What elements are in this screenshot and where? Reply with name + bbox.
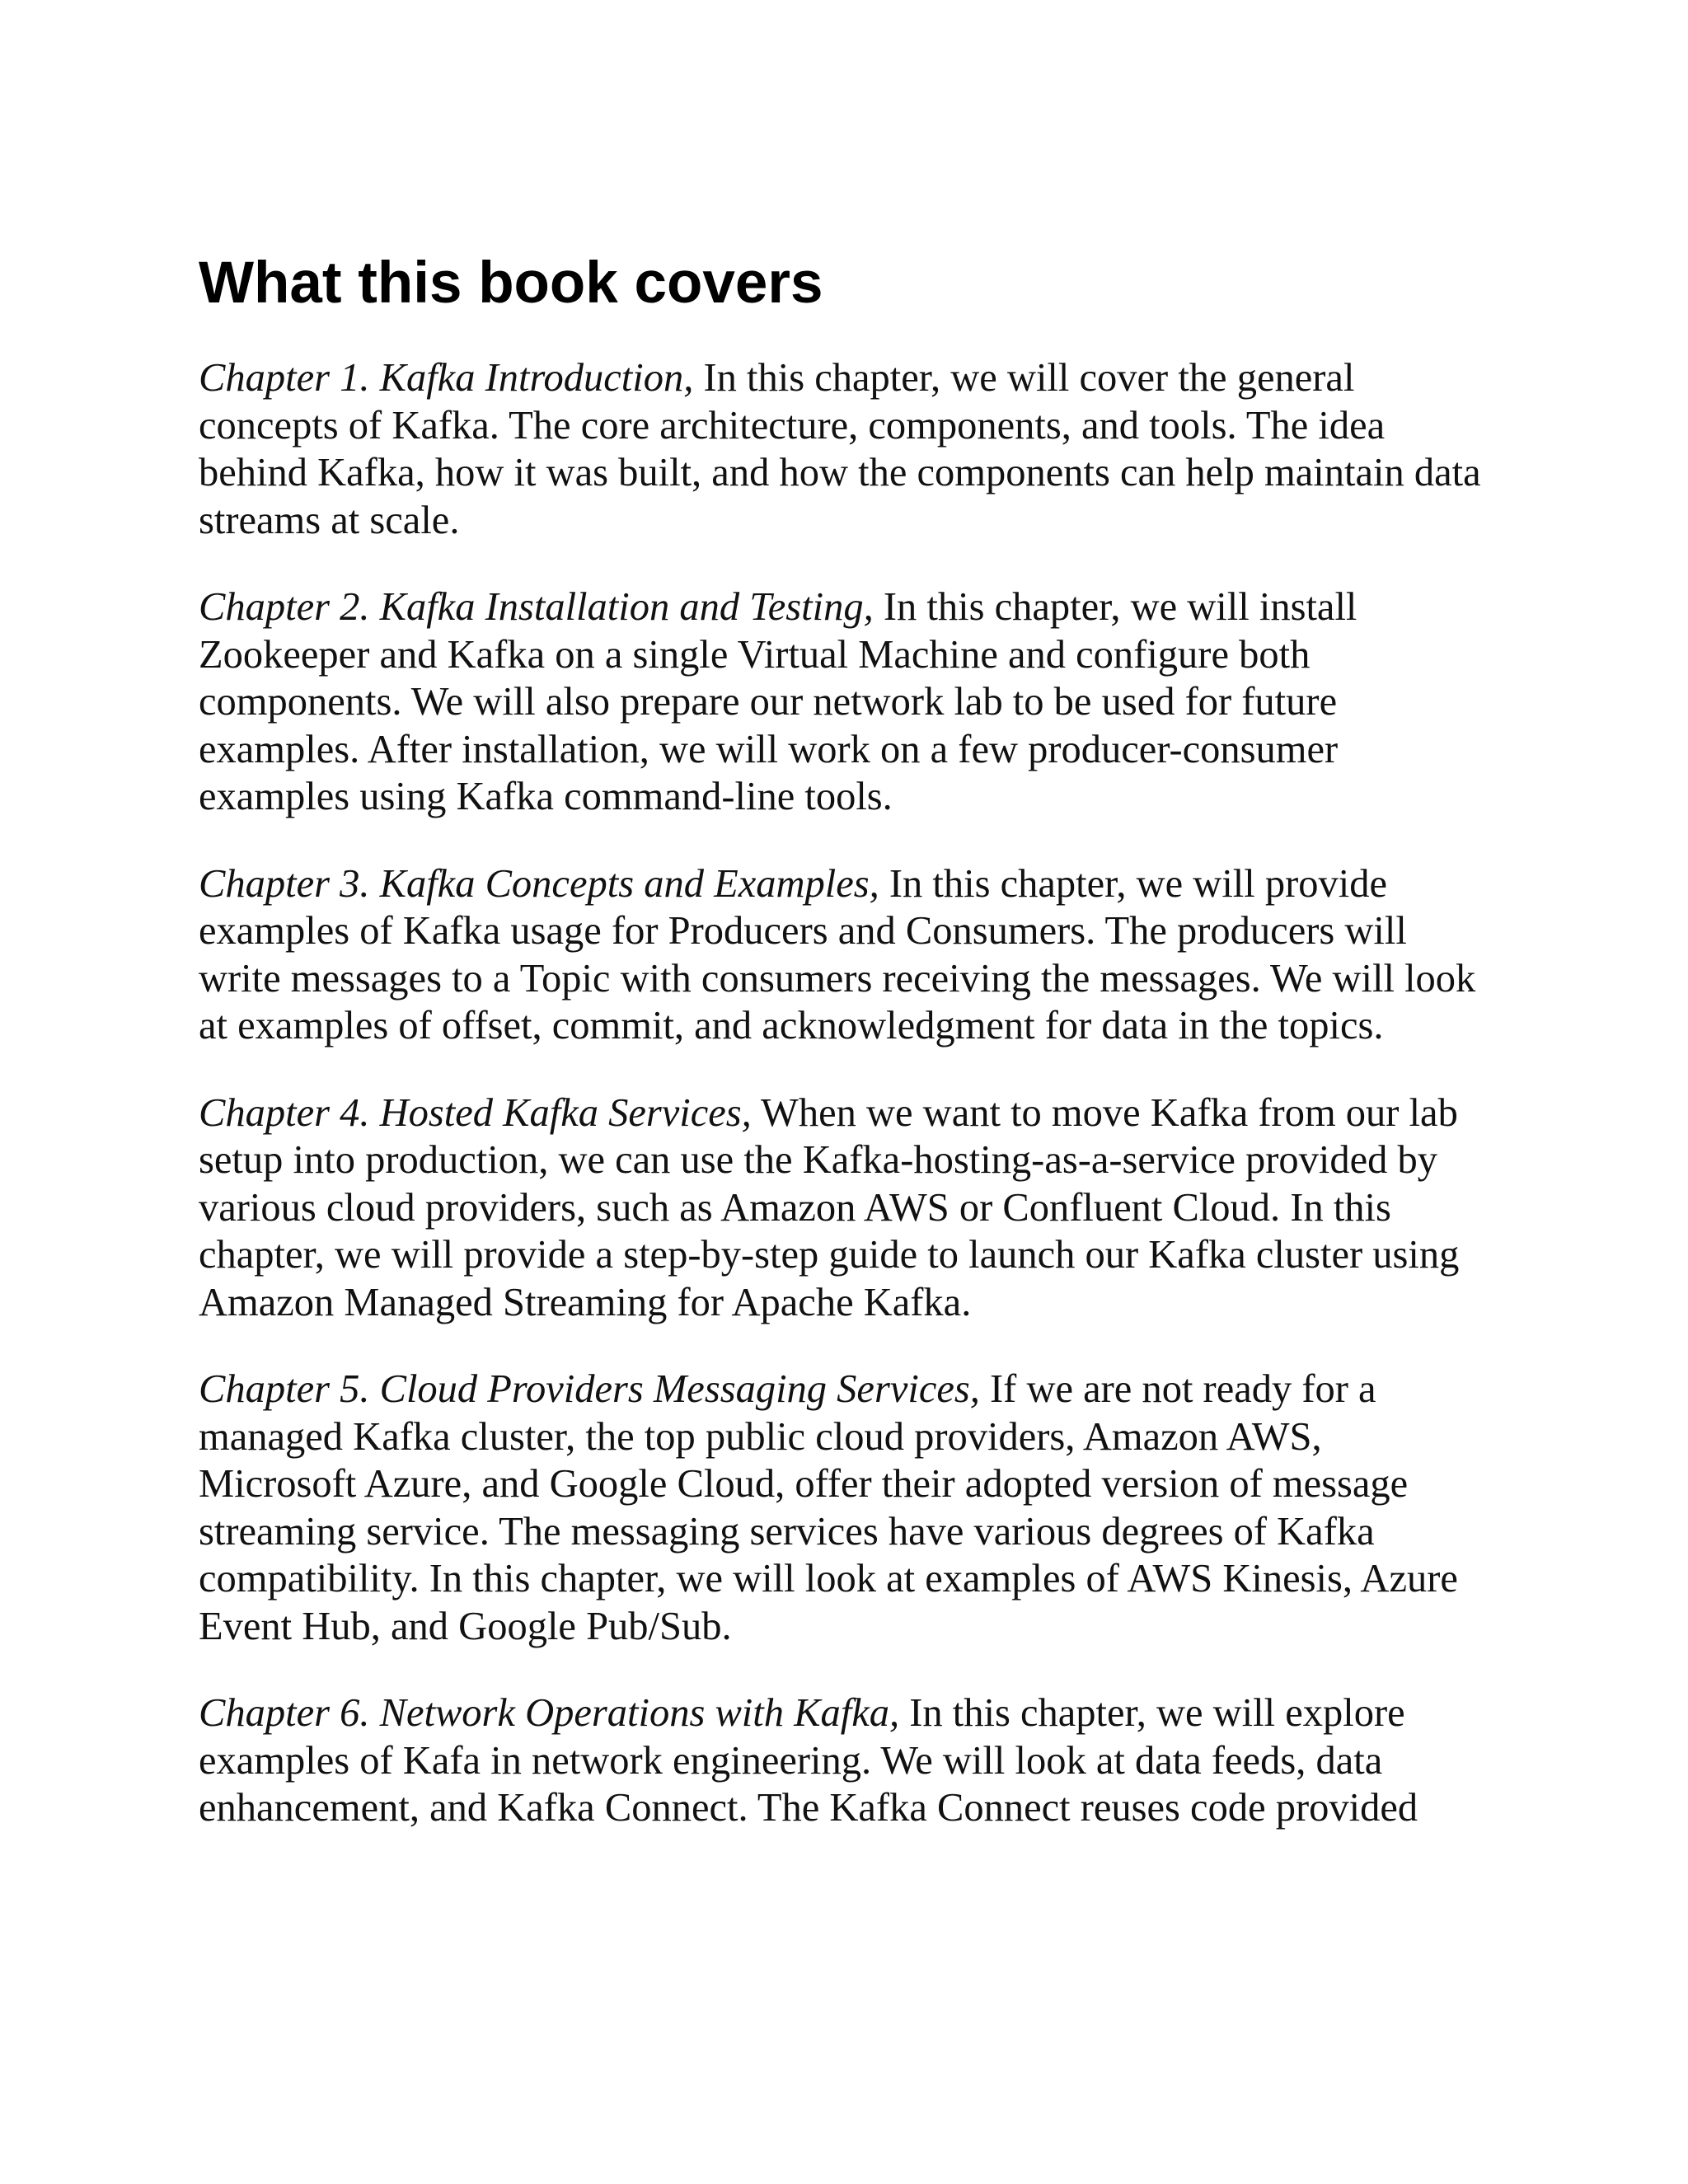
chapter-4-title: Chapter 4. Hosted Kafka Services, xyxy=(199,1090,752,1135)
chapter-3-description: In this chapter, we will provide examples of Kafka usage for Producers and Consumers. The producers will write messages to a Topic with consumers receiving the messages. We will look at examples of offset, commit, and acknowledgment for data in the topics. xyxy=(199,861,1476,1047)
section-heading: What this book covers xyxy=(199,251,823,316)
page-content xyxy=(199,247,1484,1832)
chapter-6-paragraph xyxy=(199,1690,1484,1832)
chapter-2-description: In this chapter, we will install Zookeeper and Kafka on a single Virtual Machine and configure both components. We will also prepare our network lab to be used for future examples. After installation, we will work on a few producer-consumer examples using Kafka command-line tools. xyxy=(199,585,1357,818)
chapter-6-description: In this chapter, we will explore examples of Kafa in network engineering. We will look at data feeds, data enhancement, and Kafka Connect. The Kafka Connect reuses code provided xyxy=(199,1691,1418,1830)
chapter-3-paragraph xyxy=(199,860,1484,1050)
chapter-1-description: In this chapter, we will cover the general concepts of Kafka. The core architecture, components, and tools. The idea behind Kafka, how it was built, and how the components can help maintain data streams at scale. xyxy=(199,356,1481,542)
chapter-4-description: When we want to move Kafka from our lab setup into production, we can use the Kafka-hosting-as-a-service provided by various cloud providers, such as Amazon AWS or Confluent Cloud. In this chapter, we will provide a step-by-step guide to launch our Kafka cluster using Amazon Managed Streaming for Apache Kafka. xyxy=(199,1090,1460,1324)
chapter-5-title: Chapter 5. Cloud Providers Messaging Services, xyxy=(199,1367,980,1411)
chapter-2-paragraph xyxy=(199,583,1484,821)
chapter-2-title: Chapter 2. Kafka Installation and Testing, xyxy=(199,585,874,629)
chapter-1-paragraph xyxy=(199,354,1484,544)
chapter-5-paragraph xyxy=(199,1366,1484,1650)
chapter-1-title: Chapter 1. Kafka Introduction, xyxy=(199,356,694,400)
chapter-6-title: Chapter 6. Network Operations with Kafka, xyxy=(199,1691,900,1735)
chapter-4-paragraph xyxy=(199,1090,1484,1327)
chapter-3-title: Chapter 3. Kafka Concepts and Examples, xyxy=(199,861,879,906)
chapter-5-description: If we are not ready for a managed Kafka cluster, the top public cloud providers, Amazon AWS, Microsoft Azure, and Google Cloud, offer their adopted version of message streaming service. The messaging services have various degrees of Kafka compatibility. In this chapter, we will look at examples of AWS Kinesis, Azure Event Hub, and Google Pub/Sub. xyxy=(199,1367,1458,1648)
